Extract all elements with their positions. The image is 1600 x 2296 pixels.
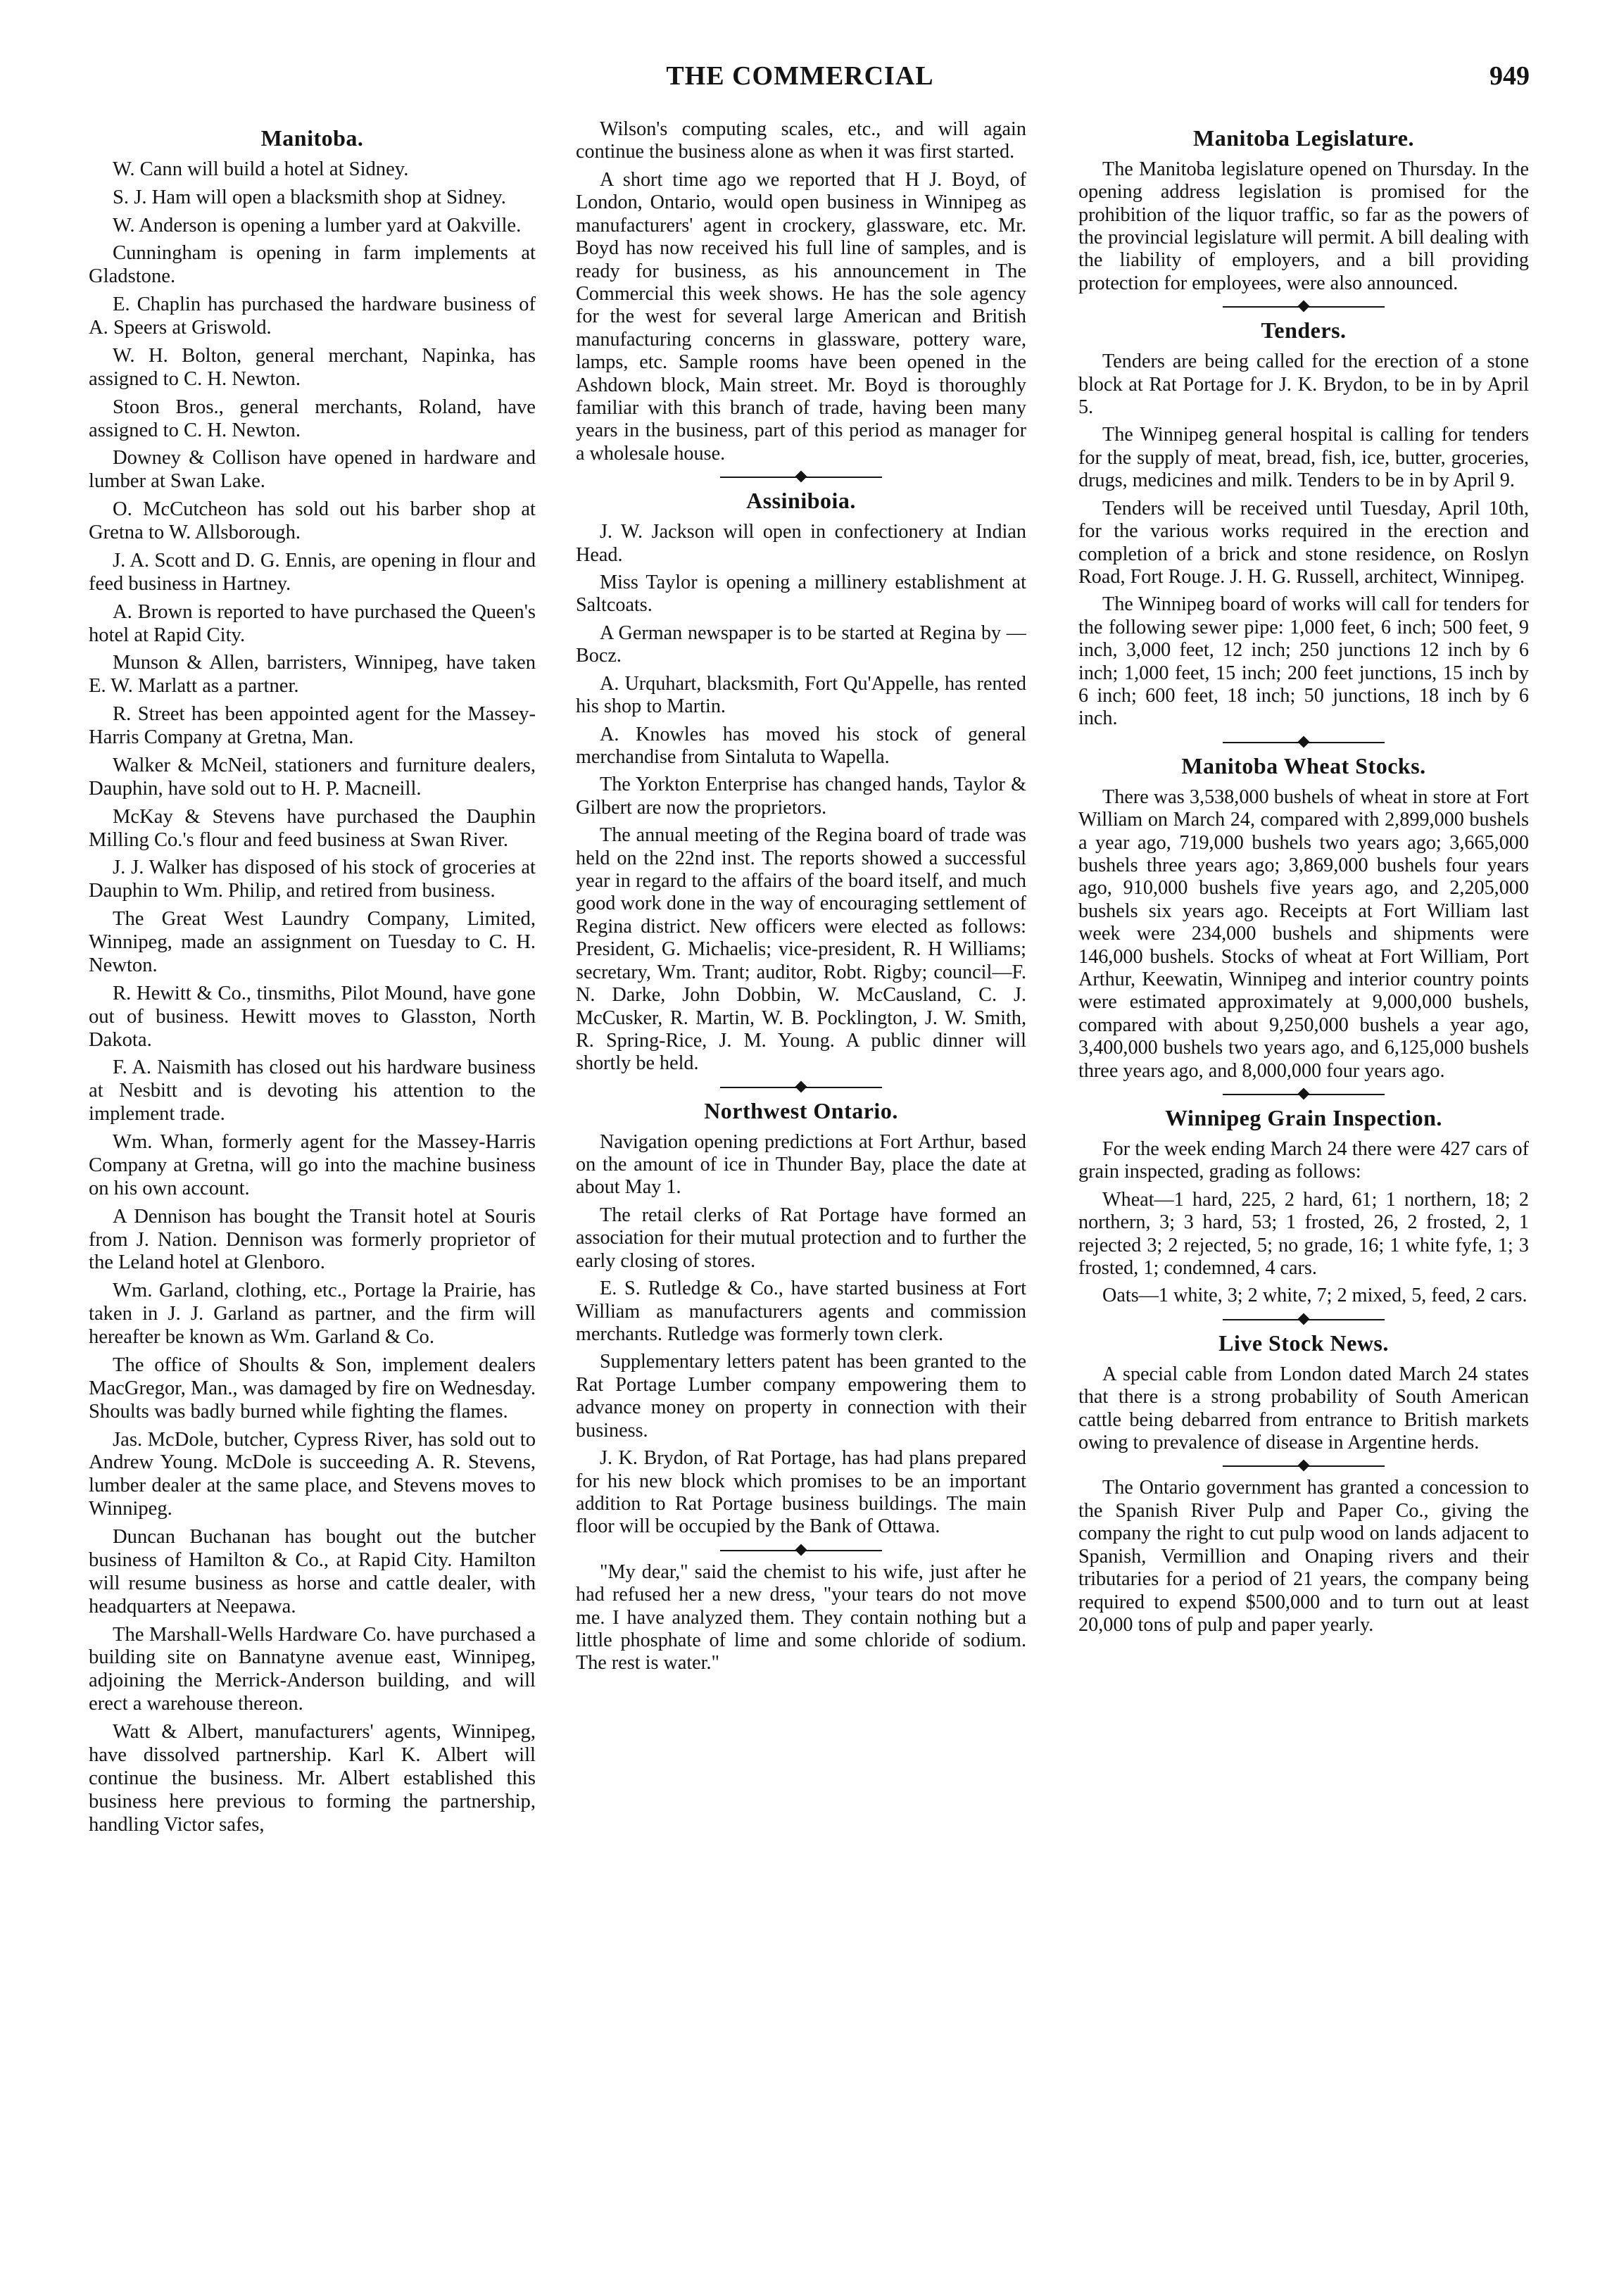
section-divider (720, 1087, 882, 1088)
news-item: There was 3,538,000 bushels of wheat in store at Fort William on March 24, compared with 2,899,000 bushels a year ago, 719,000 bushels two years ago; 3,665,000 bushels three years ago; 3,869,000 bushels four years ago, 910,000 bushels five years ago, and 2,205,000 bushels six years ago. Receipts at Fort William last week were 234,000 bushels and shipments were 146,000 bushels. Stocks of wheat at Fort William, Port Arthur, Keewatin, Winnipeg and interior country points were estimated approximately at 9,000,000 bushels, compared with about 9,250,000 bushels a year ago, 3,400,000 bushels two years ago, and 6,125,000 bushels three years ago, and 8,000,000 four years ago. (1078, 786, 1529, 1082)
news-item: W. H. Bolton, general merchant, Napinka, has assigned to C. H. Newton. (89, 344, 536, 390)
news-item: Wm. Garland, clothing, etc., Portage la Prairie, has taken in J. J. Garland as partner, and the firm will hereafter be known as Wm. Garland & Co. (89, 1280, 536, 1349)
running-title: THE COMMERCIAL (666, 61, 934, 91)
section-heading: Live Stock News. (1218, 1330, 1389, 1356)
section-heading: Tenders. (1261, 317, 1347, 343)
section-divider (1223, 742, 1385, 743)
news-item: E. S. Rutledge & Co., have started business at Fort William as manufacturers agents and commission merchants. Rutledge was formerly town clerk. (576, 1278, 1026, 1345)
news-item: R. Street has been appointed agent for the Massey-Harris Company at Gretna, Man. (89, 703, 536, 749)
section-divider (1223, 1094, 1385, 1095)
section-divider (1223, 1319, 1385, 1320)
news-item: Supplementary letters patent has been granted to the Rat Portage Lumber company empowering them to advance money on property in connection with their business. (576, 1351, 1026, 1442)
news-item: The Marshall-Wells Hardware Co. have purchased a building site on Bannatyne avenue east, Winnipeg, adjoining the Merrick-Anderson building, and will erect a warehouse thereon. (89, 1623, 536, 1715)
section-heading: Winnipeg Grain Inspection. (1165, 1105, 1442, 1131)
news-item: A. Knowles has moved his stock of general merchandise from Sintaluta to Wapella. (576, 723, 1026, 768)
page-number: 949 (1489, 61, 1530, 91)
news-item: O. McCutcheon has sold out his barber shop at Gretna to W. Allsborough. (89, 498, 536, 544)
column-middle (576, 118, 1026, 2272)
news-item: W. Cann will build a hotel at Sidney. (113, 158, 409, 180)
news-item: Wm. Whan, formerly agent for the Massey-Harris Company at Gretna, will go into the machine business on his own account. (89, 1131, 536, 1199)
news-item: The Winnipeg general hospital is calling for tenders for the supply of meat, bread, fish, ice, butter, groceries, drugs, medicines and milk. Tenders to be in by April 9. (1078, 424, 1529, 492)
news-item: "My dear," said the chemist to his wife, just after he had refused her a new dress, "your tears do not move me. I have analyzed them. They contain nothing but a little phosphate of lime and some chloride of sodium. The rest is water." (576, 1560, 1026, 1674)
news-item: S. J. Ham will open a blacksmith shop at Sidney. (113, 186, 506, 208)
news-item: J. A. Scott and D. G. Ennis, are opening in flour and feed business in Hartney. (89, 549, 536, 595)
section-divider (720, 477, 882, 478)
news-item: A Dennison has bought the Transit hotel at Souris from J. Nation. Dennison was formerly proprietor of the Leland hotel at Glenboro. (89, 1205, 536, 1274)
news-item: A short time ago we reported that H J. Boyd, of London, Ontario, would open business in Winnipeg as manufacturers' agent in crockery, glassware, etc. Mr. Boyd has now received his full line of samples, and is ready for business, as his announcement in The Commercial this week shows. He has the sole agency for the west for several large American and British manufacturing concerns in glassware, pottery ware, lamps, etc. Sample rooms have been opened in the Ashdown block, Main street. Mr. Boyd is thoroughly familiar with this branch of trade, having been many years in the business, part of this period as manager for a wholesale house. (576, 168, 1026, 465)
news-item: The office of Shoults & Son, implement dealers MacGregor, Man., was damaged by fire on Wednesday. Shoults was badly burned while fighting the flames. (89, 1354, 536, 1423)
news-item: Tenders will be received until Tuesday, April 10th, for the various works required in the erection and completion of a brick and stone residence, on Roslyn Road, Fort Rouge. J. H. G. Russell, architect, Winnipeg. (1078, 497, 1529, 588)
news-item: Navigation opening predictions at Fort Arthur, based on the amount of ice in Thunder Bay, place the date at about May 1. (576, 1130, 1026, 1199)
news-item: Stoon Bros., general merchants, Roland, have assigned to C. H. Newton. (89, 396, 536, 441)
news-item: W. Anderson is opening a lumber yard at Oakville. (113, 214, 522, 236)
news-item: F. A. Naismith has closed out his hardware business at Nesbitt and is devoting his attention to the implement trade. (89, 1056, 536, 1125)
news-item: J. W. Jackson will open in confectionery at Indian Head. (576, 521, 1026, 566)
section-heading: Manitoba Wheat Stocks. (1181, 752, 1426, 778)
news-item: E. Chaplin has purchased the hardware business of A. Speers at Griswold. (89, 294, 536, 339)
news-item: The retail clerks of Rat Portage have formed an association for their mutual protection and to further the early closing of stores. (576, 1204, 1026, 1272)
section-heading: Northwest Ontario. (704, 1097, 898, 1123)
section-divider (1223, 306, 1385, 308)
news-item: Munson & Allen, barristers, Winnipeg, have taken E. W. Marlatt as a partner. (89, 652, 536, 698)
news-item: A. Brown is reported to have purchased the Queen's hotel at Rapid City. (89, 600, 536, 646)
section-divider (1223, 1465, 1385, 1467)
section-heading: Manitoba. (260, 125, 364, 151)
news-item: Miss Taylor is opening a millinery establishment at Saltcoats. (576, 571, 1026, 617)
news-item: Cunningham is opening in farm implements at Gladstone. (89, 242, 536, 288)
news-item: R. Hewitt & Co., tinsmiths, Pilot Mound, have gone out of business. Hewitt moves to Glasston, North Dakota. (89, 982, 536, 1051)
page-header (0, 56, 1600, 99)
news-item: J. K. Brydon, of Rat Portage, has had plans prepared for his new block which promises to be an important addition to Rat Portage business buildings. The main floor will be occupied by the Bank of Ottawa. (576, 1447, 1026, 1538)
news-item: The Yorkton Enterprise has changed hands, Taylor & Gilbert are now the proprietors. (576, 774, 1026, 819)
news-item: The Manitoba legislature opened on Thursday. In the opening address legislation is promised for the prohibition of the liquor traffic, so far as the powers of the provincial legislature will permit. A bill dealing with the liability of employers, and a bill providing protection for employees, were also announced. (1078, 158, 1529, 294)
news-item: Walker & McNeil, stationers and furniture dealers, Dauphin, have sold out to H. P. Macneill. (89, 754, 536, 800)
news-item: For the week ending March 24 there were 427 cars of grain inspected, grading as follows: (1078, 1137, 1529, 1183)
news-item: Tenders are being called for the erection of a stone block at Rat Portage for J. K. Brydon, to be in by April 5. (1078, 351, 1529, 418)
column-left (89, 118, 536, 2272)
news-item: McKay & Stevens have purchased the Dauphin Milling Co.'s flour and feed business at Swan River. (89, 805, 536, 851)
section-heading: Manitoba Legislature. (1193, 125, 1414, 151)
news-item: J. J. Walker has disposed of his stock of groceries at Dauphin to Wm. Philip, and retired from business. (89, 857, 536, 902)
news-item: A German newspaper is to be started at Regina by — Bocz. (576, 622, 1026, 667)
news-item: Duncan Buchanan has bought out the butcher business of Hamilton & Co., at Rapid City. Hamilton will resume business as horse and cattle dealer, with headquarters at Neepawa. (89, 1526, 536, 1617)
section-divider (720, 1550, 882, 1551)
column-right (1078, 118, 1529, 2272)
news-item: Watt & Albert, manufacturers' agents, Winnipeg, have dissolved partnership. Karl K. Albert will continue the business. Mr. Albert established this business here previous to forming the partnership, handling Victor safes, (89, 1721, 536, 1836)
news-item: A special cable from London dated March 24 states that there is a strong probability of South American cattle being debarred from entrance to British markets owing to prevalence of disease in Argentine herds. (1078, 1363, 1529, 1453)
news-item: Wilson's computing scales, etc., and will again continue the business alone as when it was first started. (576, 118, 1026, 163)
news-item: The Ontario government has granted a concession to the Spanish River Pulp and Paper Co., giving the company the right to cut pulp wood on lands adjacent to Spanish, Vermillion and Onaping rivers and their tributaries for a period of 21 years, the company being required to expend $500,000 and to turn out at least 20,000 tons of pulp and paper yearly. (1078, 1477, 1529, 1636)
news-item: Oats—1 white, 3; 2 white, 7; 2 mixed, 5, feed, 2 cars. (1102, 1285, 1527, 1307)
news-item: Downey & Collison have opened in hardware and lumber at Swan Lake. (89, 447, 536, 493)
news-item: Wheat—1 hard, 225, 2 hard, 61; 1 northern, 18; 2 northern, 3; 3 hard, 53; 1 frosted, 26, 2 frosted, 2, 1 rejected 3; 2 rejected, 5; no grade, 16; 1 white fyfe, 1; 3 frosted, 1; condemned, 4 cars. (1078, 1188, 1529, 1280)
news-item: The Winnipeg board of works will call for tenders for the following sewer pipe: 1,000 feet, 6 inch; 500 feet, 9 inch, 3,000 feet, 12 inch; 250 junctions 12 inch by 6 inch; 1,000 feet, 15 inch; 200 feet junctions, 15 inch by 6 inch; 600 feet, 18 inch; 50 junctions, 18 inch by 6 inch. (1078, 593, 1529, 730)
news-item: The Great West Laundry Company, Limited, Winnipeg, made an assignment on Tuesday to C. H. Newton. (89, 908, 536, 976)
news-item: A. Urquhart, blacksmith, Fort Qu'Appelle, has rented his shop to Martin. (576, 672, 1026, 718)
section-heading: Assiniboia. (746, 488, 856, 514)
news-item: Jas. McDole, butcher, Cypress River, has sold out to Andrew Young. McDole is succeeding A. R. Stevens, lumber dealer at the same place, and Stevens moves to Winnipeg. (89, 1428, 536, 1520)
news-item: The annual meeting of the Regina board of trade was held on the 22nd inst. The reports showed a successful year in regard to the affairs of the board itself, and much good work done in the way of encouraging settlement of Regina district. New officers were elected as follows: President, G. Michaelis; vice-president, R. H Williams; secretary, Wm. Trant; auditor, Robt. Rigby; council—F. N. Darke, John Dobbin, W. McCausland, C. J. McCusker, R. Martin, W. B. Pocklington, J. W. Smith, R. Spring-Rice, J. M. Young. A public dinner will shortly be held. (576, 824, 1026, 1075)
